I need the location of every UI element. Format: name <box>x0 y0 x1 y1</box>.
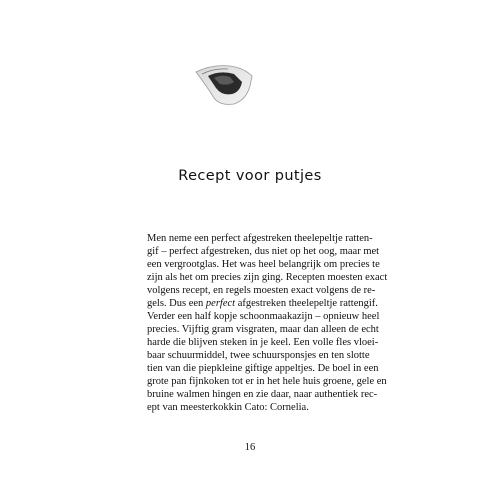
text-line <box>147 245 380 258</box>
text-segment: ept van meesterkokkin Cato: Cornelia. <box>147 402 309 413</box>
text-segment: harde die blijven steken in je keel. Een volle fles vloei- <box>147 337 379 348</box>
text-line <box>147 310 380 323</box>
text-segment: bruine walmen hingen en zie daar, naar authentiek rec- <box>147 389 378 400</box>
text-segment: zijn als het om precies zijn ging. Recepten moesten exact <box>147 272 388 283</box>
text-segment: Men neme een perfect afgestreken theelepeltje ratten- <box>147 233 373 244</box>
text-line <box>147 258 380 271</box>
body-paragraph <box>147 232 388 414</box>
text-segment: volgens recept, en regels moesten exact volgens de re- <box>147 285 376 296</box>
text-segment: precies. Vijftig gram visgraten, maar dan alleen de echt <box>147 324 379 335</box>
page-number: 16 <box>244 442 256 453</box>
text-line <box>147 336 379 349</box>
text-segment: afgestreken theelepeltje rattengif. <box>235 298 378 309</box>
text-line <box>147 362 379 375</box>
text-segment: gif – perfect afgestreken, dus niet op het oog, maar met <box>147 246 380 257</box>
text-segment: baar schuurmiddel, twee schuursponsjes en ten slotte <box>147 350 370 361</box>
text-line <box>147 349 370 362</box>
text-segment: gels. Dus een <box>147 298 206 309</box>
text-segment: grote pan fijnkoken tot er in het hele huis groene, gele en <box>147 376 387 387</box>
text-line <box>147 323 379 336</box>
text-segment: Verder een half kopje schoonmaakazijn – opnieuw heel <box>147 311 380 322</box>
text-line <box>147 271 388 284</box>
text-line <box>147 232 373 245</box>
text-line <box>147 297 378 310</box>
chapter-ornament-image <box>194 62 254 106</box>
text-line <box>147 375 387 388</box>
emphasized-word: perfect <box>205 298 236 309</box>
text-segment: tien van die piepkleine giftige appeltjes. De boel in een <box>147 363 379 374</box>
text-line <box>147 401 354 414</box>
chapter-title: Recept voor putjes <box>178 168 322 184</box>
text-line <box>147 388 378 401</box>
text-line <box>147 284 376 297</box>
text-segment: een vergrootglas. Het was heel belangrijk om precies te <box>147 259 380 270</box>
